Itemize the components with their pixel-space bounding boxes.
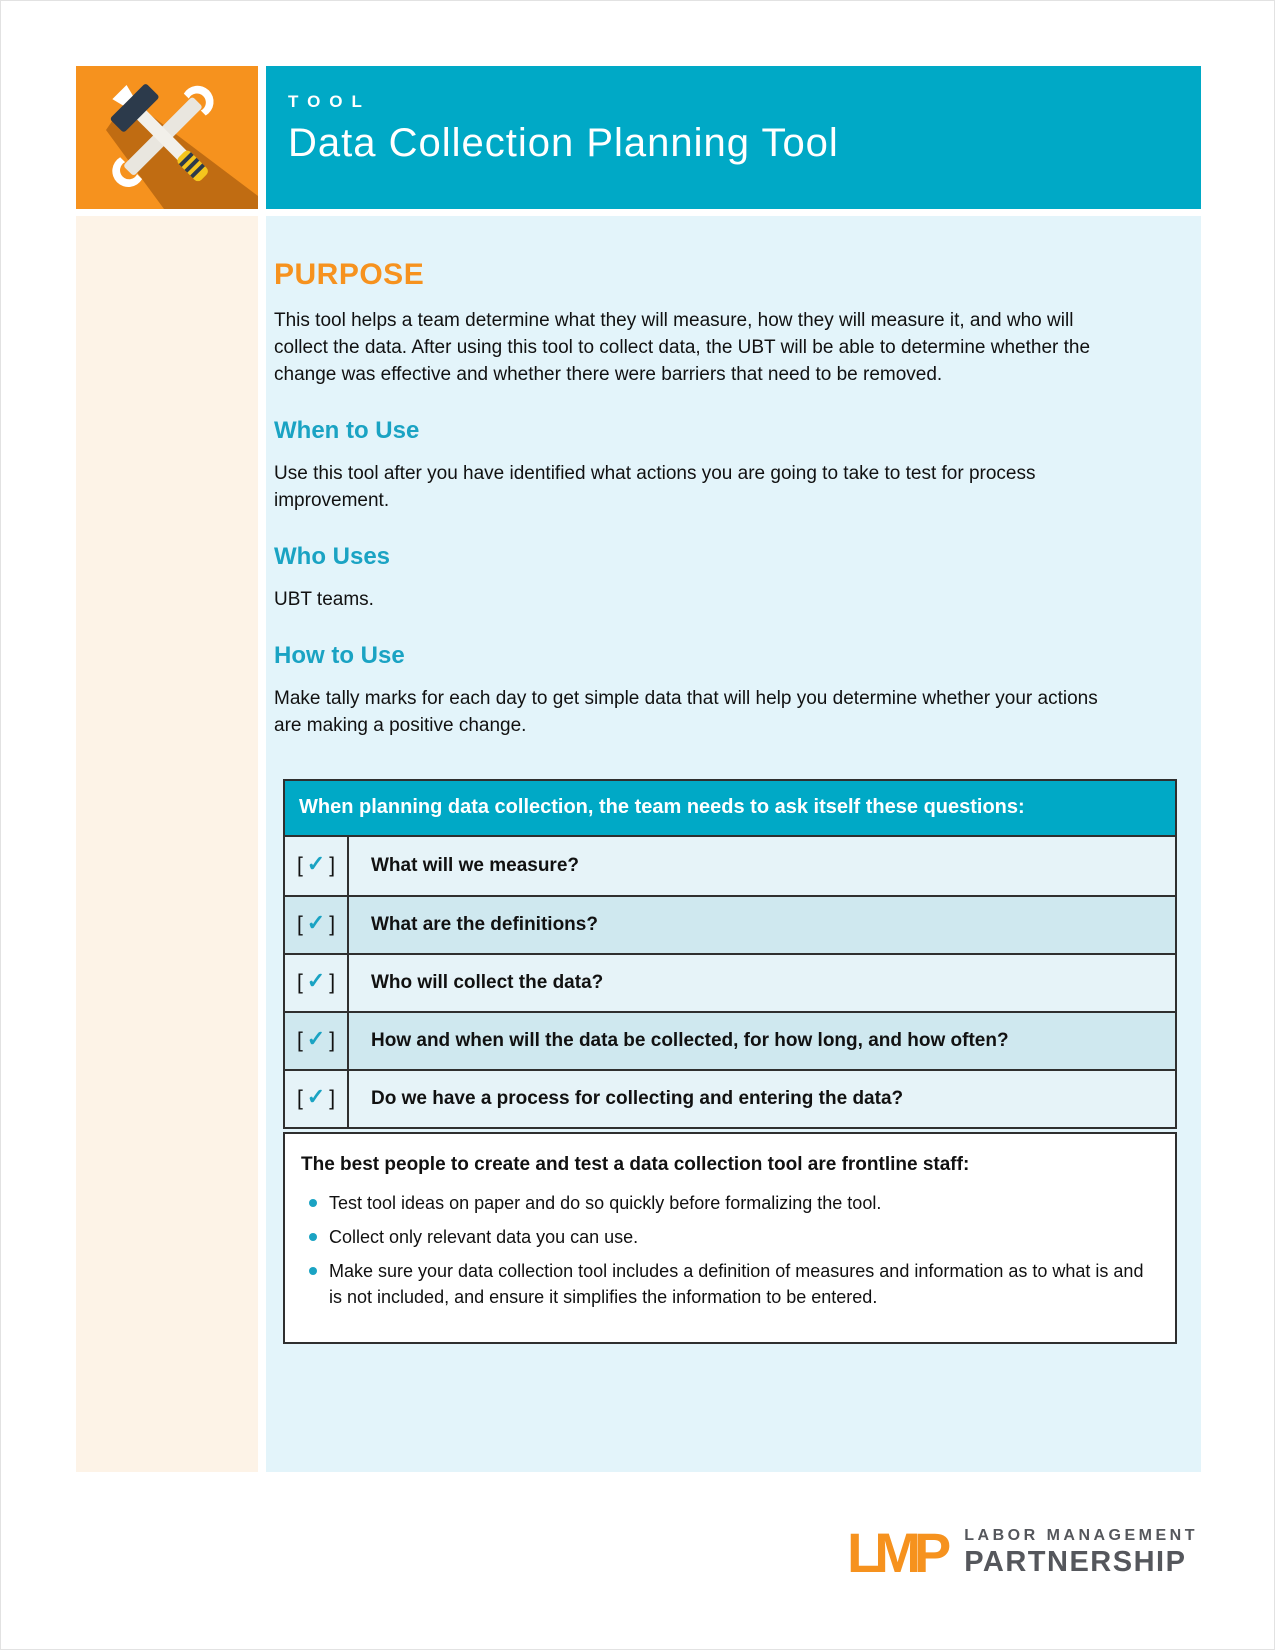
checklist-row: [285, 1069, 1175, 1127]
checklist-row: [285, 837, 1175, 895]
lmp-logo: [847, 1521, 1198, 1584]
kicker-label: TOOL: [288, 92, 371, 111]
content-area: [266, 216, 1201, 1472]
header-banner: [266, 66, 1201, 209]
bracket-right: ]: [329, 971, 336, 994]
how-to-use-heading: How to Use: [274, 642, 405, 669]
bracket-right: ]: [329, 1087, 336, 1110]
checkbox: [285, 897, 349, 953]
checklist-header: When planning data collection, the team needs to ask itself these questions:: [285, 781, 1175, 837]
checkmark-icon: ✓: [306, 968, 326, 993]
when-to-use-body: Use this tool after you have identified what actions you are going to take to test for process improvement.: [274, 463, 1036, 511]
page-title: Data Collection Planning Tool: [288, 121, 839, 165]
bracket-right: ]: [329, 1029, 336, 1052]
lmp-logo-mark: LMP: [847, 1521, 945, 1584]
tips-heading: The best people to create and test a data collection tool are frontline staff:: [301, 1154, 970, 1175]
question-text: What are the definitions?: [371, 914, 598, 935]
bracket-right: ]: [329, 913, 336, 936]
tools-icon: [76, 66, 258, 209]
list-item: [301, 1190, 1151, 1216]
checkmark-icon: ✓: [306, 1084, 326, 1109]
when-to-use-heading: When to Use: [274, 417, 420, 444]
org-name-line2: PARTNERSHIP: [964, 1546, 1187, 1578]
checkbox: [285, 837, 349, 895]
question-text: Who will collect the data?: [371, 972, 604, 993]
purpose-heading: PURPOSE: [274, 258, 425, 291]
tips-box: [283, 1132, 1177, 1344]
checkmark-icon: ✓: [306, 851, 326, 876]
bracket-left: [: [296, 854, 303, 877]
bullet-icon: [309, 1267, 317, 1275]
wrench-hammer-icon: [76, 66, 258, 209]
checkbox: [285, 1071, 349, 1127]
checkbox: [285, 1013, 349, 1069]
checkmark-icon: ✓: [306, 1026, 326, 1051]
question-text: What will we measure?: [371, 855, 579, 876]
checkbox: [285, 955, 349, 1011]
checklist-row: [285, 1011, 1175, 1069]
purpose-body: This tool helps a team determine what they will measure, how they will measure it, and who will collect the data. After using this tool to collect data, the UBT will be able to determine whether the change was effective and whether there were barriers that need to be removed.: [274, 310, 1091, 385]
tip-text: Make sure your data collection tool includes a definition of measures and information as to what is and is not included, and ensure it simplifies the information to be entered.: [329, 1261, 1144, 1307]
bullet-icon: [309, 1233, 317, 1241]
list-item: [301, 1258, 1151, 1310]
question-text: How and when will the data be collected, for how long, and how often?: [371, 1030, 1009, 1051]
who-uses-body: UBT teams.: [274, 589, 374, 610]
list-item: [301, 1224, 1151, 1250]
org-name-line1: LABOR MANAGEMENT: [964, 1527, 1198, 1544]
tip-text: Test tool ideas on paper and do so quickly before formalizing the tool.: [329, 1193, 882, 1213]
question-text: Do we have a process for collecting and entering the data?: [371, 1088, 904, 1109]
who-uses-heading: Who Uses: [274, 543, 391, 570]
bracket-left: [: [296, 1029, 303, 1052]
lmp-logo-text: [964, 1527, 1198, 1579]
bracket-left: [: [296, 1087, 303, 1110]
how-to-use-body: Make tally marks for each day to get simple data that will help you determine whether your actions are making a positive change.: [274, 688, 1098, 736]
checkmark-icon: ✓: [306, 910, 326, 935]
bracket-left: [: [296, 913, 303, 936]
checklist-table: [283, 779, 1177, 1129]
bracket-left: [: [296, 971, 303, 994]
side-strip: [76, 216, 258, 1472]
bracket-right: ]: [329, 854, 336, 877]
tip-text: Collect only relevant data you can use.: [329, 1227, 639, 1247]
bullet-icon: [309, 1199, 317, 1207]
checklist-row: [285, 895, 1175, 953]
checklist-row: [285, 953, 1175, 1011]
